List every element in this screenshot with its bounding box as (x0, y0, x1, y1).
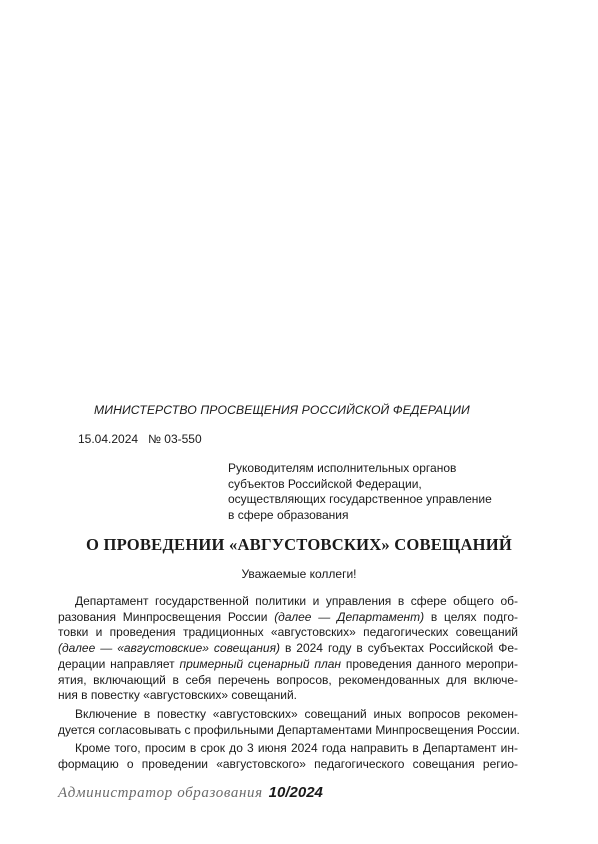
body-line: формацию о проведении «августовского» педагогического совещания регио- (58, 757, 518, 772)
body-line: ния в повестку «августовских» совещаний. (58, 688, 298, 703)
body-text: в 2024 году в субъектах Российской Фе- (279, 641, 519, 656)
greeting: Уважаемые коллеги! (241, 567, 357, 581)
body-italic-text: (далее — «августовские» совещания) (58, 641, 280, 656)
body-italic-text: примерный сценарный план (179, 656, 341, 671)
body-line (58, 610, 518, 626)
document-title: О ПРОВЕДЕНИИ «АВГУСТОВСКИХ» СОВЕЩАНИЙ (86, 535, 512, 554)
ministry-name: МИНИСТЕРСТВО ПРОСВЕЩЕНИЯ РОССИЙСКОЙ ФЕДЕРАЦИИ (94, 403, 470, 417)
document-date-number (78, 432, 202, 446)
letter-body (58, 594, 518, 773)
body-line (58, 657, 518, 673)
recipient-line: в сфере образования (228, 507, 349, 522)
body-line: Включение в повестку «августовских» совещаний иных вопросов рекомен- (75, 706, 518, 721)
body-text: дерации направляет (58, 656, 180, 671)
document-date: 15.04.2024 (78, 432, 139, 446)
recipient-line: субъектов Российской Федерации, (228, 476, 422, 491)
recipient-line: Руководителям исполнительных органов (228, 461, 457, 475)
body-text: разования Минпросвещения России (58, 609, 275, 624)
issue-number: 10/2024 (268, 784, 323, 801)
recipient-block (228, 461, 528, 523)
body-line (58, 641, 518, 657)
page-footer (58, 784, 323, 802)
body-italic-text: (далее — Департамент) (274, 609, 425, 624)
body-line: товки и проведения традиционных «августовских» педагогических совещаний (58, 625, 518, 640)
body-text: проведения данного меропри- (341, 656, 518, 671)
body-line: Департамент государственной политики и управления в сфере общего об- (75, 594, 518, 608)
body-line: Кроме того, просим в срок до 3 июня 2024 года направить в Департамент ин- (75, 741, 518, 756)
document-number: № 03-550 (148, 432, 202, 446)
body-line: дуется согласовывать с профильными Департаментами Минпросвещения России. (58, 722, 520, 737)
magazine-title: Администратор образования (58, 785, 263, 801)
recipient-line: осуществляющих государственное управление (228, 492, 492, 507)
body-text: в целях подго- (424, 609, 518, 624)
body-line: ятия, включающий в себя перечень вопросов, рекомендованных для включе- (58, 672, 518, 687)
